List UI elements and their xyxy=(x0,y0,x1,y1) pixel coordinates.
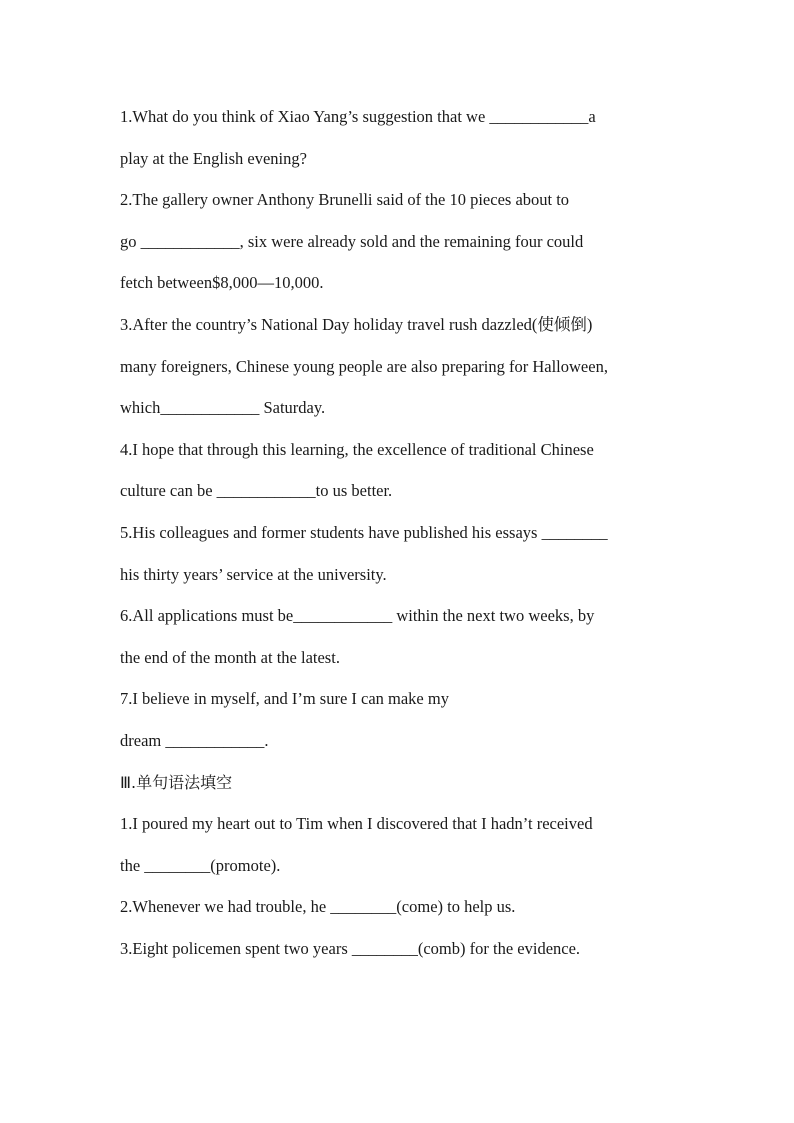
exercise-line: his thirty years’ service at the university. xyxy=(120,564,387,584)
exercise-line: many foreigners, Chinese young people are also preparing for Halloween, xyxy=(120,356,608,376)
exercise-line: dream ____________. xyxy=(120,730,269,750)
exercise-line: 7.I believe in myself, and I’m sure I can make my xyxy=(120,689,449,709)
exercise-line: culture can be ____________to us better. xyxy=(120,481,393,501)
exercise-line: 5.His colleagues and former students have published his essays ________ xyxy=(120,522,608,542)
exercise-line: play at the English evening? xyxy=(120,148,307,168)
exercise-line: 2.Whenever we had trouble, he ________(come) to help us. xyxy=(120,897,516,917)
exercise-line: 4.I hope that through this learning, the excellence of traditional Chinese xyxy=(120,439,594,459)
exercise-line: the ________(promote). xyxy=(120,855,281,875)
exercise-line: go ____________, six were already sold and the remaining four could xyxy=(120,231,584,251)
exercise-line: the end of the month at the latest. xyxy=(120,647,340,667)
exercise-line: 1.What do you think of Xiao Yang’s suggestion that we ____________a xyxy=(120,107,596,126)
exercise-line: 3.Eight policemen spent two years ________(comb) for the evidence. xyxy=(120,938,581,958)
worksheet-content xyxy=(120,96,680,969)
exercise-line: 3.After the country’s National Day holiday travel rush dazzled(使倾倒) xyxy=(120,314,593,334)
section-heading: Ⅲ.单句语法填空 xyxy=(120,772,233,792)
exercise-line: fetch between$8,000—10,000. xyxy=(120,273,324,293)
exercise-line: which____________ Saturday. xyxy=(120,398,326,418)
exercise-line: 6.All applications must be____________ within the next two weeks, by xyxy=(120,606,595,626)
exercise-line: 2.The gallery owner Anthony Brunelli said of the 10 pieces about to xyxy=(120,190,570,210)
exercise-line: 1.I poured my heart out to Tim when I discovered that I hadn’t received xyxy=(120,814,593,834)
